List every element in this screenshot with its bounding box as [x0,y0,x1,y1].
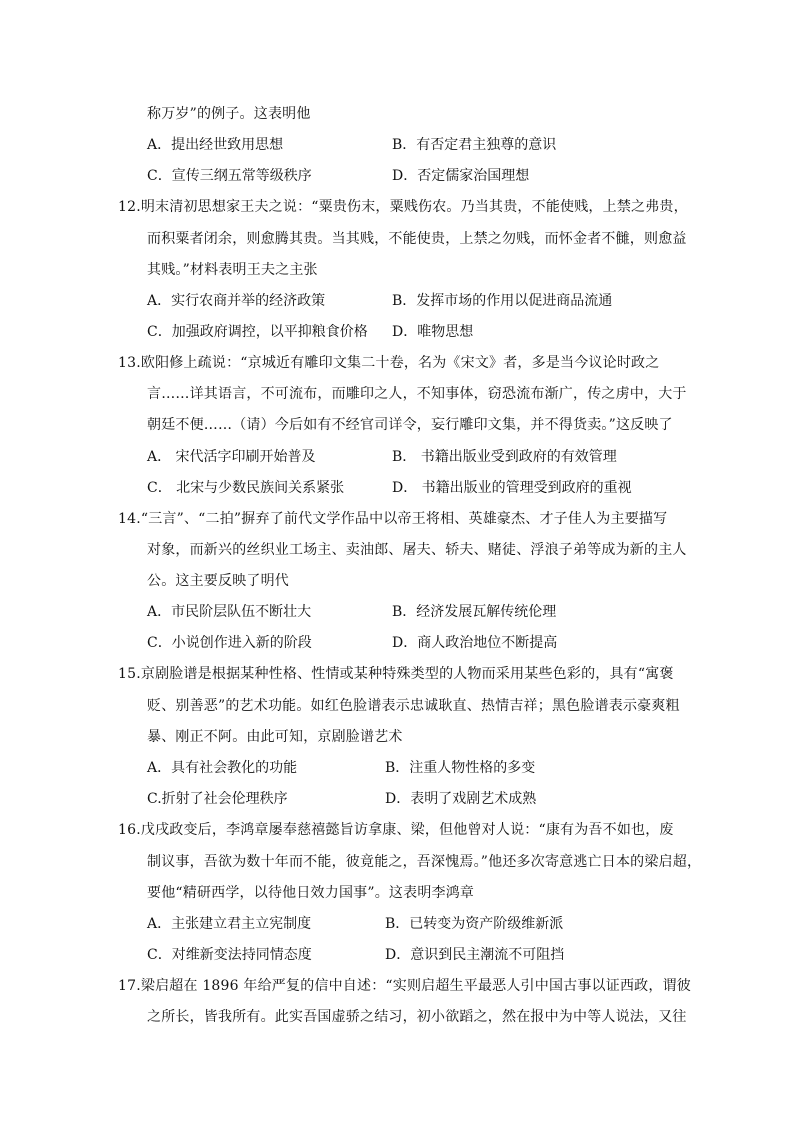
question-12-option-b: B．发挥市场的作用以促进商品流通 [392,293,613,309]
question-12-line-3: 其贱。”材料表明王夫之主张 [147,262,318,278]
question-13-line-1: 13.欧阳修上疏说：“京城近有雕印文集二十卷，名为《宋文》者，多是当今议论时政之 [118,355,660,371]
question-16-option-d: D．意识到民主潮流不可阻挡 [385,947,565,963]
question-14-option-c: C．小说创作进入新的阶段 [147,635,312,651]
question-16-option-b: B．已转变为资产阶级维新派 [385,916,564,932]
question-15-line-3: 暴、刚正不阿。由此可知，京剧脸谱艺术 [147,729,403,745]
question-13-option-a: A． 宋代活字印刷开始普及 [147,449,316,465]
question-16-line-2: 制议事，吾欲为数十年而不能，彼竟能之，吾深愧焉。”他还多次寄意逃亡日本的梁启超， [147,854,702,870]
question-16-option-c: C．对维新变法持同情态度 [147,947,312,963]
question-13-option-b: B． 书籍出版业受到政府的有效管理 [392,449,617,465]
question-12-line-2: 而积粟者闭余，则愈腾其贵。当其贱，不能使贵，上禁之勿贱，而怀金者不雠，则愈益 [147,231,687,247]
question-14-option-b: B．经济发展瓦解传统伦理 [392,604,557,620]
question-11-stem-tail: 称万岁”的例子。这表明他 [147,106,311,122]
question-14-line-1: 14.“三言”、“二拍”摒弃了前代文学作品中以帝王将相、英雄豪杰、才子佳人为主要描写 [118,511,668,527]
question-13-option-c: C． 北宋与少数民族间关系紧张 [147,480,345,496]
question-13-line-3: 朝廷不便……（请）今后如有不经官司详令，妄行雕印文集，并不得货卖。”这反映了 [147,417,673,433]
question-12-option-a: A．实行农商并举的经济政策 [147,293,326,309]
question-13-line-2: 言……详其语言，不可流布，而雕印之人，不知事体，窃恐流布渐广，传之虏中，大于 [147,386,687,402]
question-13-option-d: D． 书籍出版业的管理受到政府的重视 [392,480,632,496]
question-14-line-2: 对象，而新兴的丝织业工场主、卖油郎、屠夫、轿夫、赌徒、浮浪子弟等成为新的主人 [147,542,687,558]
question-11-option-b: B．有否定君主独尊的意识 [392,137,557,153]
question-14-option-a: A．市民阶层队伍不断壮大 [147,604,312,620]
question-12-line-1: 12.明末清初思想家王夫之说：“粟贵伤末，粟贱伤农。乃当其贵，不能使贱，上禁之弗贵， [118,199,688,215]
question-11-option-d: D．否定儒家治国理想 [392,168,530,184]
question-15-option-b: B．注重人物性格的多变 [385,760,536,776]
question-11-option-a: A．提出经世致用思想 [147,137,284,153]
question-15-option-c: C.折射了社会伦理秩序 [147,791,288,807]
question-17-line-2: 之所长，皆我所有。此实吾国虚骄之结习，初小欲蹈之，然在报中为中等人说法，又往 [147,1009,687,1025]
question-15-line-2: 贬、别善恶”的艺术功能。如红色脸谱表示忠诚耿直、热情吉祥；黑色脸谱表示豪爽粗 [147,698,680,714]
question-14-line-3: 公。这主要反映了明代 [147,573,289,589]
question-17-line-1: 17.梁启超在 1896 年给严复的信中自述：“实则启超生平最恶人引中国古事以证西政，谓彼 [118,978,691,994]
question-15-line-1: 15.京剧脸谱是根据某种性格、性情或某种特殊类型的人物而采用某些色彩的，具有“寓褒 [118,666,674,682]
question-15-option-a: A．具有社会教化的功能 [147,760,298,776]
question-16-line-1: 16.戊戌政变后，李鸿章屡奉慈禧懿旨访拿康、梁，但他曾对人说：“康有为吾不如也，废 [118,822,674,838]
question-16-line-3: 要他“精研西学，以待他日效力国事”。这表明李鸿章 [147,885,475,901]
question-14-option-d: D．商人政治地位不断提高 [392,635,558,651]
question-12-option-c: C．加强政府调控，以平抑粮食价格 [147,324,368,340]
question-12-option-d: D．唯物思想 [392,324,474,340]
question-16-option-a: A．主张建立君主立宪制度 [147,916,312,932]
question-15-option-d: D．表明了戏剧艺术成熟 [385,791,537,807]
question-11-option-c: C．宣传三纲五常等级秩序 [147,168,312,184]
